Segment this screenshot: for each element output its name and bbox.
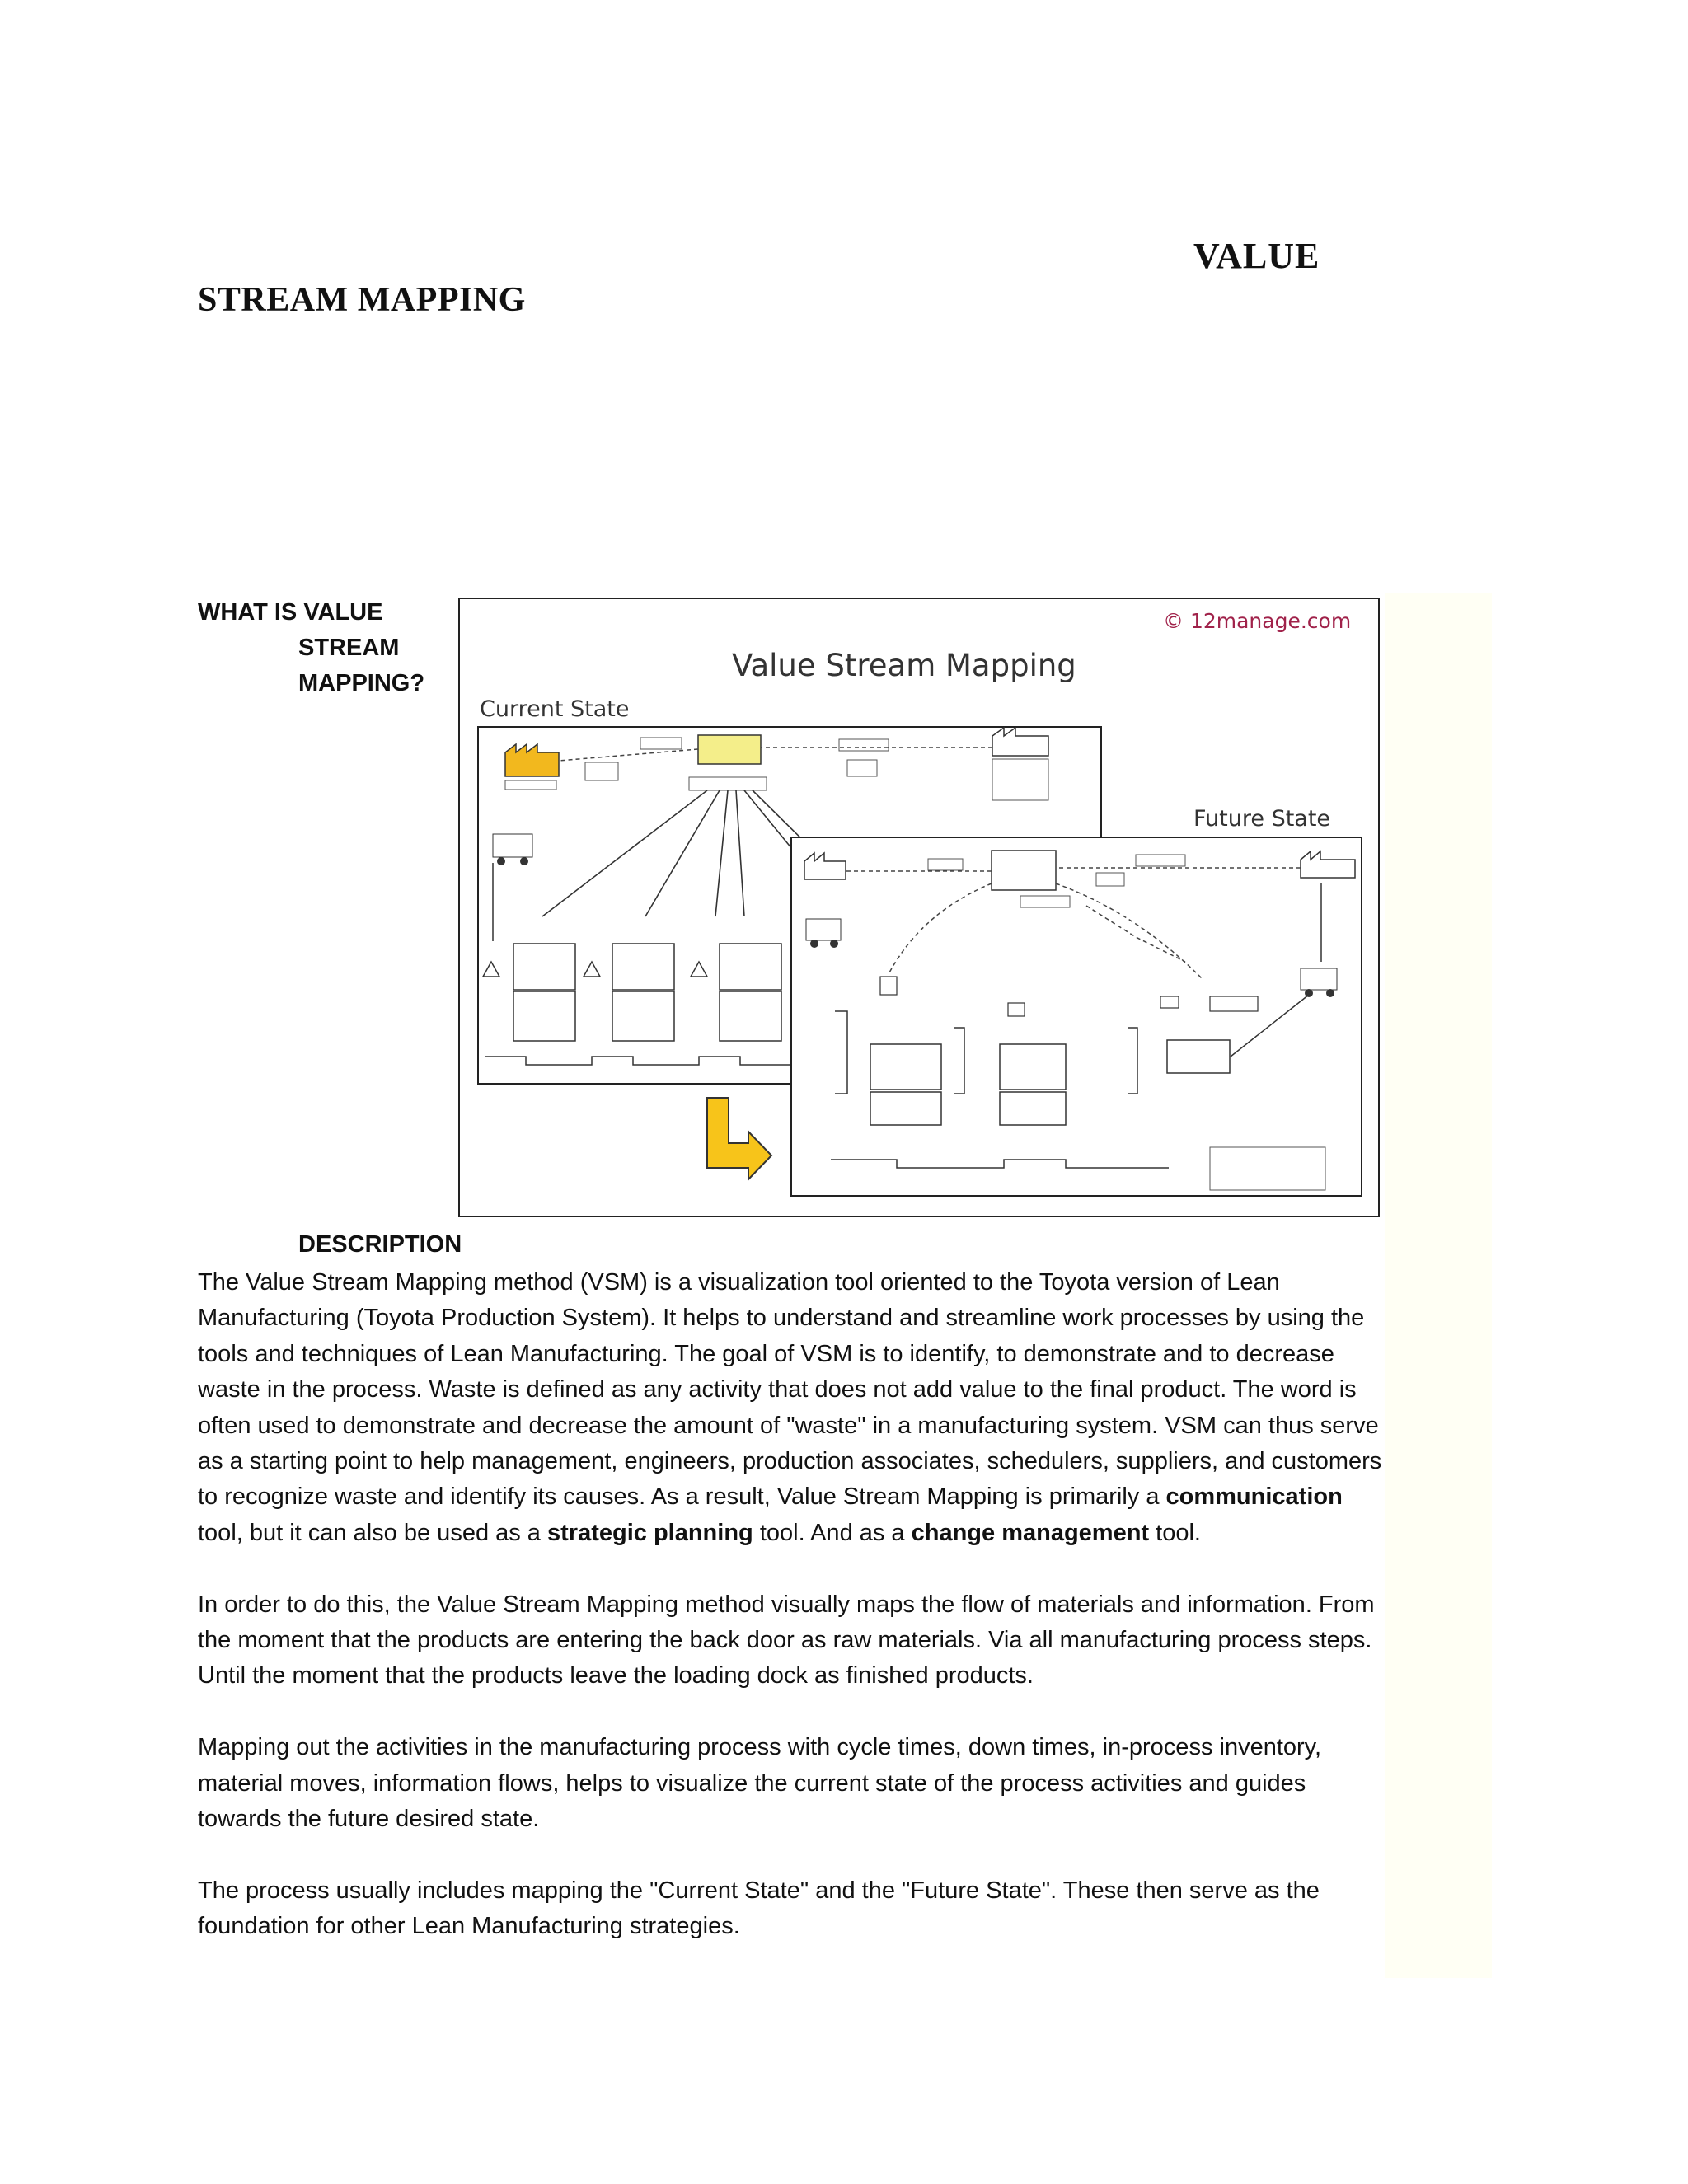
paragraph-2: In order to do this, the Value Stream Mapping method visually maps the flow of materials and information. From the moment that the products are entering the back door as raw materials. Via all manufacturing process steps. Until the moment that the products leave the loading dock as finished products. bbox=[198, 1591, 1375, 1690]
vsm-diagram bbox=[460, 599, 1378, 1216]
paragraph-3: Mapping out the activities in the manufacturing process with cycle times, down times, in-process inventory, material moves, information flows, helps to visualize the current state of the process activities and guides towards the future desired state. bbox=[198, 1734, 1322, 1833]
lead-time-box bbox=[1210, 1147, 1325, 1190]
forecast-box bbox=[640, 738, 682, 749]
p1-text-a: The Value Stream Mapping method (VSM) is a visualization tool oriented to the Toyota version of Lean Manufacturing (Toyota Production System). It helps to understand and streamline work processes by using the tools and techniques of Lean Manufacturing. The goal of VSM is to identify, to demonstrate and to decrease waste in the process. Waste is defined as any activity that does not add value to the final product. The word is often used to demonstrate and decrease the amount of "waste" in a manufacturing system. VSM can thus serve as a starting point to help management, engineers, production associates, schedulers, suppliers, and customers to recognize waste and identify its causes. As a result, Value Stream Mapping is primarily a bbox=[198, 1269, 1382, 1511]
paragraph-4: The process usually includes mapping the "Current State" and the "Future State". These then serve as the foundation for other Lean Manufacturing strategies. bbox=[198, 1877, 1320, 1940]
figure-copyright: © 12manage.com bbox=[1163, 609, 1352, 633]
what-heading-line-3: MAPPING? bbox=[298, 670, 425, 696]
future-forecast-box bbox=[928, 859, 963, 870]
future-forecast-box-right bbox=[1136, 855, 1185, 866]
description-body bbox=[198, 1265, 1393, 1980]
vsm-figure bbox=[458, 598, 1380, 1217]
future-state-map bbox=[791, 837, 1362, 1196]
production-control-box bbox=[698, 735, 761, 764]
p1-text-e: tool. bbox=[1149, 1519, 1201, 1546]
daily-order-box bbox=[847, 760, 877, 776]
p1-text-c: tool, but it can also be used as a bbox=[198, 1519, 547, 1546]
future-state-label: Future State bbox=[1193, 806, 1331, 832]
p1-bold-strategic-planning: strategic planning bbox=[547, 1519, 753, 1546]
customer-factory-icon bbox=[992, 728, 1048, 800]
future-production-control bbox=[992, 851, 1056, 890]
what-is-vsm-heading bbox=[198, 595, 424, 701]
p1-bold-change-management: change management bbox=[911, 1519, 1150, 1546]
title-line-1: VALUE bbox=[1193, 236, 1320, 276]
weekly-schedule-box bbox=[689, 777, 767, 790]
p1-text-d: tool. And as a bbox=[753, 1519, 912, 1546]
current-state-label: Current State bbox=[480, 696, 630, 722]
orders-box bbox=[585, 762, 618, 780]
what-heading-line-2: STREAM bbox=[298, 635, 400, 661]
forecast-box-right bbox=[839, 739, 889, 751]
title-line-2: STREAM MAPPING bbox=[198, 281, 526, 319]
p1-bold-communication: communication bbox=[1165, 1483, 1343, 1511]
cream-side-panel bbox=[1385, 593, 1492, 1978]
paragraph-1 bbox=[198, 1265, 1393, 1551]
transition-arrow-icon bbox=[707, 1098, 771, 1179]
daily-order-box bbox=[1020, 896, 1070, 907]
process-boxes bbox=[513, 944, 781, 1041]
future-order-box bbox=[1096, 873, 1124, 886]
description-heading: DESCRIPTION bbox=[298, 1231, 462, 1258]
what-heading-line-1: WHAT IS VALUE bbox=[198, 599, 383, 626]
figure-title: Value Stream Mapping bbox=[732, 648, 1076, 683]
